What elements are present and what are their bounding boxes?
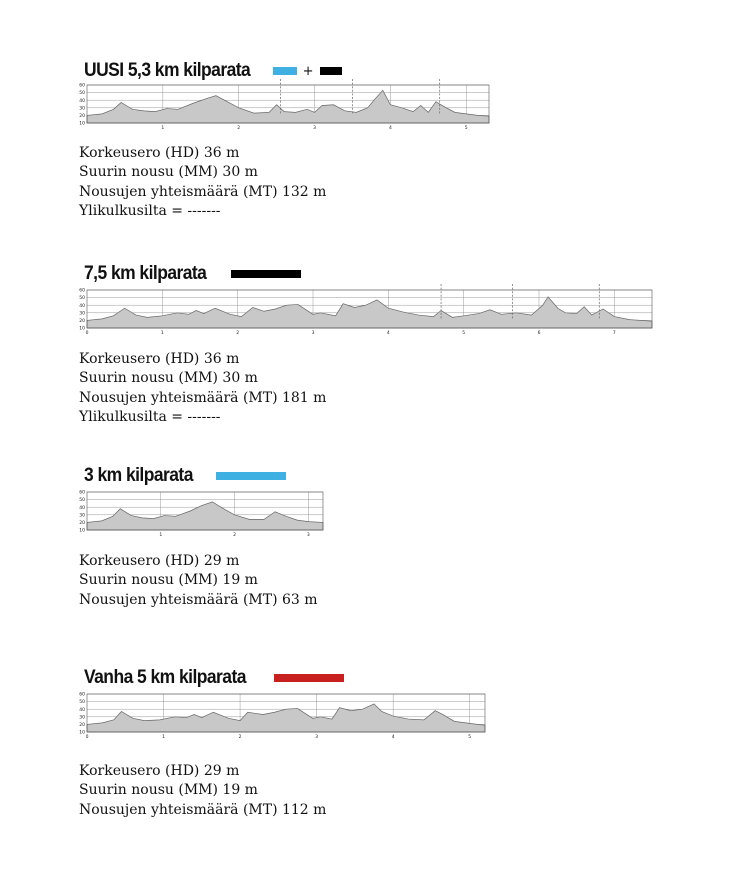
y-tick-label: 20 — [79, 319, 85, 324]
stat-height-difference: Korkeusero (HD) 29 m — [79, 553, 240, 569]
y-tick-label: 40 — [79, 98, 85, 104]
y-tick-label: 20 — [79, 114, 85, 119]
elevation-profile-chart — [78, 692, 488, 744]
track-title-row — [84, 262, 301, 286]
x-tick-label: 2 — [237, 126, 241, 131]
legend-swatch-black — [231, 270, 301, 278]
track-stats — [79, 552, 318, 610]
elevation-area — [87, 502, 323, 530]
track-title-row — [84, 59, 342, 83]
y-tick-label: 10 — [79, 528, 85, 534]
elevation-area — [87, 704, 485, 732]
x-tick-label: 0 — [85, 735, 89, 740]
legend-swatch-red — [274, 674, 344, 682]
track-title-row — [84, 464, 286, 488]
stat-total-climb: Nousujen yhteismäärä (MT) 63 m — [79, 591, 318, 608]
y-tick-label: 10 — [79, 730, 85, 736]
y-tick-label: 50 — [79, 700, 85, 706]
x-tick-label: 5 — [462, 331, 466, 336]
track-title: 3 km kilparata — [84, 465, 193, 486]
stat-height-difference: Korkeusero (HD) 29 m — [79, 763, 240, 779]
x-tick-label: 1 — [162, 735, 165, 740]
elevation-profile-chart — [78, 490, 326, 542]
y-tick-label: 20 — [79, 723, 85, 728]
y-tick-label: 20 — [79, 521, 85, 526]
stat-overpass-legend: Ylikulkusilta = ------- — [79, 203, 221, 220]
stat-height-difference: Korkeusero (HD) 36 m — [79, 351, 240, 367]
track-stats — [79, 762, 326, 820]
y-tick-label: 10 — [79, 121, 85, 127]
x-tick-label: 6 — [537, 331, 541, 336]
stat-max-climb: Suurin nousu (MM) 19 m — [79, 572, 258, 589]
legend-swatch-black — [320, 67, 342, 75]
x-tick-label: 3 — [306, 533, 310, 538]
x-tick-label: 5 — [468, 735, 472, 740]
x-tick-label: 4 — [391, 735, 395, 740]
y-tick-label: 50 — [79, 498, 85, 504]
y-tick-label: 40 — [79, 505, 85, 511]
y-tick-label: 40 — [79, 303, 85, 309]
stat-total-climb: Nousujen yhteismäärä (MT) 181 m — [79, 389, 327, 406]
track-title-row — [84, 666, 344, 690]
elevation-area — [87, 297, 652, 328]
y-tick-label: 60 — [79, 490, 85, 496]
legend-swatch-blue — [216, 472, 286, 480]
x-tick-label: 7 — [612, 331, 616, 336]
x-tick-label: 4 — [386, 331, 390, 336]
x-tick-label: 5 — [464, 126, 468, 131]
x-tick-label: 1 — [160, 331, 164, 336]
y-tick-label: 60 — [79, 692, 85, 698]
stat-max-climb: Suurin nousu (MM) 30 m — [79, 164, 258, 181]
x-tick-label: 2 — [238, 735, 242, 740]
y-tick-label: 60 — [79, 288, 85, 294]
elevation-area — [87, 90, 489, 123]
track-stats — [79, 350, 326, 428]
legend-plus: + — [302, 63, 314, 79]
stat-overpass-legend: Ylikulkusilta = ------- — [79, 409, 221, 426]
x-tick-label: 4 — [388, 126, 392, 131]
stat-max-climb: Suurin nousu (MM) 19 m — [79, 782, 258, 799]
y-tick-label: 50 — [79, 91, 85, 97]
x-tick-label: 3 — [311, 331, 315, 336]
x-tick-label: 0 — [85, 331, 89, 336]
elevation-profile-chart — [78, 288, 656, 340]
stat-total-climb: Nousujen yhteismäärä (MT) 132 m — [79, 183, 327, 200]
legend-swatch-blue — [273, 67, 297, 75]
track-title: UUSI 5,3 km kilparata — [84, 60, 251, 81]
x-tick-label: 3 — [315, 735, 319, 740]
stat-height-difference: Korkeusero (HD) 36 m — [79, 145, 240, 161]
x-tick-label: 2 — [233, 533, 236, 538]
y-tick-label: 30 — [79, 513, 85, 519]
track-title: Vanha 5 km kilparata — [84, 667, 246, 688]
y-tick-label: 60 — [79, 83, 85, 89]
x-tick-label: 1 — [161, 126, 165, 131]
track-title: 7,5 km kilparata — [84, 263, 207, 284]
x-tick-label: 2 — [236, 331, 240, 336]
y-tick-label: 10 — [79, 326, 85, 332]
y-tick-label: 30 — [79, 715, 85, 721]
y-tick-label: 40 — [79, 707, 85, 713]
elevation-profile-chart — [78, 83, 492, 135]
stat-max-climb: Suurin nousu (MM) 30 m — [79, 370, 258, 387]
x-tick-label: 1 — [159, 533, 163, 538]
stat-total-climb: Nousujen yhteismäärä (MT) 112 m — [79, 801, 327, 818]
y-tick-label: 30 — [79, 106, 85, 112]
x-tick-label: 3 — [313, 126, 316, 131]
y-tick-label: 30 — [79, 311, 85, 317]
y-tick-label: 50 — [79, 296, 85, 302]
track-stats — [79, 144, 326, 222]
